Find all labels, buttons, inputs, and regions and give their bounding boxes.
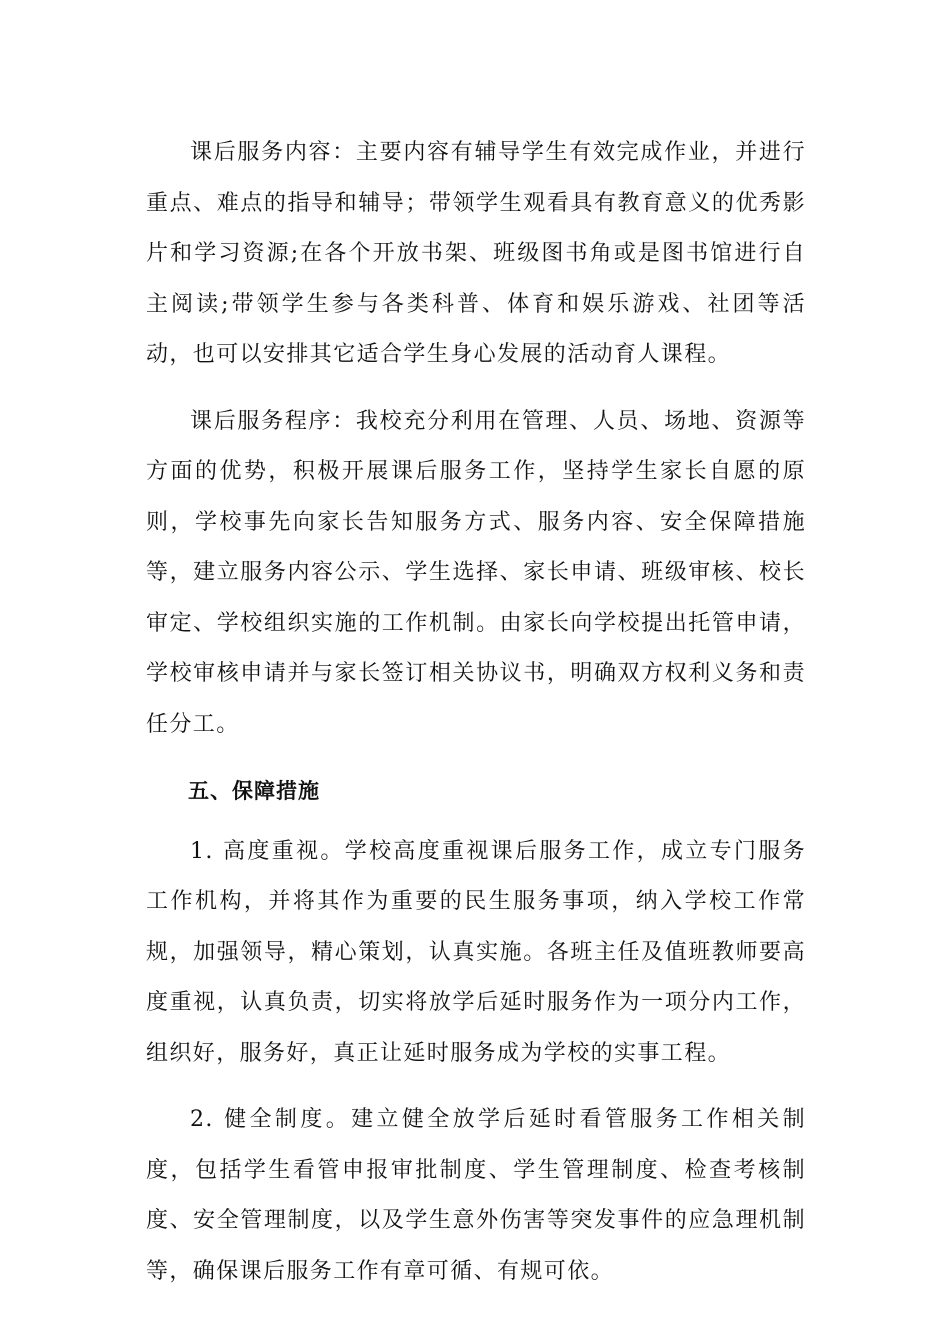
section-heading-safeguards: 五、保障措施	[188, 779, 320, 803]
document-body	[146, 128, 806, 1297]
paragraph-high-priority: 1. 高度重视。学校高度重视课后服务工作，成立专门服务工作机构，并将其作为重要的民生服务事项，纳入学校工作常规，加强领导，精心策划，认真实施。各班主任及值班教师要高度重视，认真负责，切实将放学后延时服务作为一项分内工作，组织好，服务好，真正让延时服务成为学校的实事工程。	[146, 838, 806, 1066]
paragraph-after-school-procedure: 课后服务程序：我校充分利用在管理、人员、场地、资源等方面的优势，积极开展课后服务工作，坚持学生家长自愿的原则，学校事先向家长告知服务方式、服务内容、安全保障措施等，建立服务内容公示、学生选择、家长申请、班级审核、校长审定、学校组织实施的工作机制。由家长向学校提出托管申请，学校审核申请并与家长签订相关协议书，明确双方权利义务和责任分工。	[146, 408, 806, 737]
paragraph-after-school-content: 课后服务内容：主要内容有辅导学生有效完成作业，并进行重点、难点的指导和辅导；带领学生观看具有教育意义的优秀影片和学习资源;在各个开放书架、班级图书角或是图书馆进行自主阅读;带领学生参与各类科普、体育和娱乐游戏、社团等活动，也可以安排其它适合学生身心发展的活动育人课程。	[146, 140, 806, 367]
paragraph-sound-system: 2. 健全制度。建立健全放学后延时看管服务工作相关制度，包括学生看管申报审批制度、学生管理制度、检查考核制度、安全管理制度，以及学生意外伤害等突发事件的应急理机制等，确保课后服务工作有章可循、有规可依。	[146, 1107, 806, 1284]
